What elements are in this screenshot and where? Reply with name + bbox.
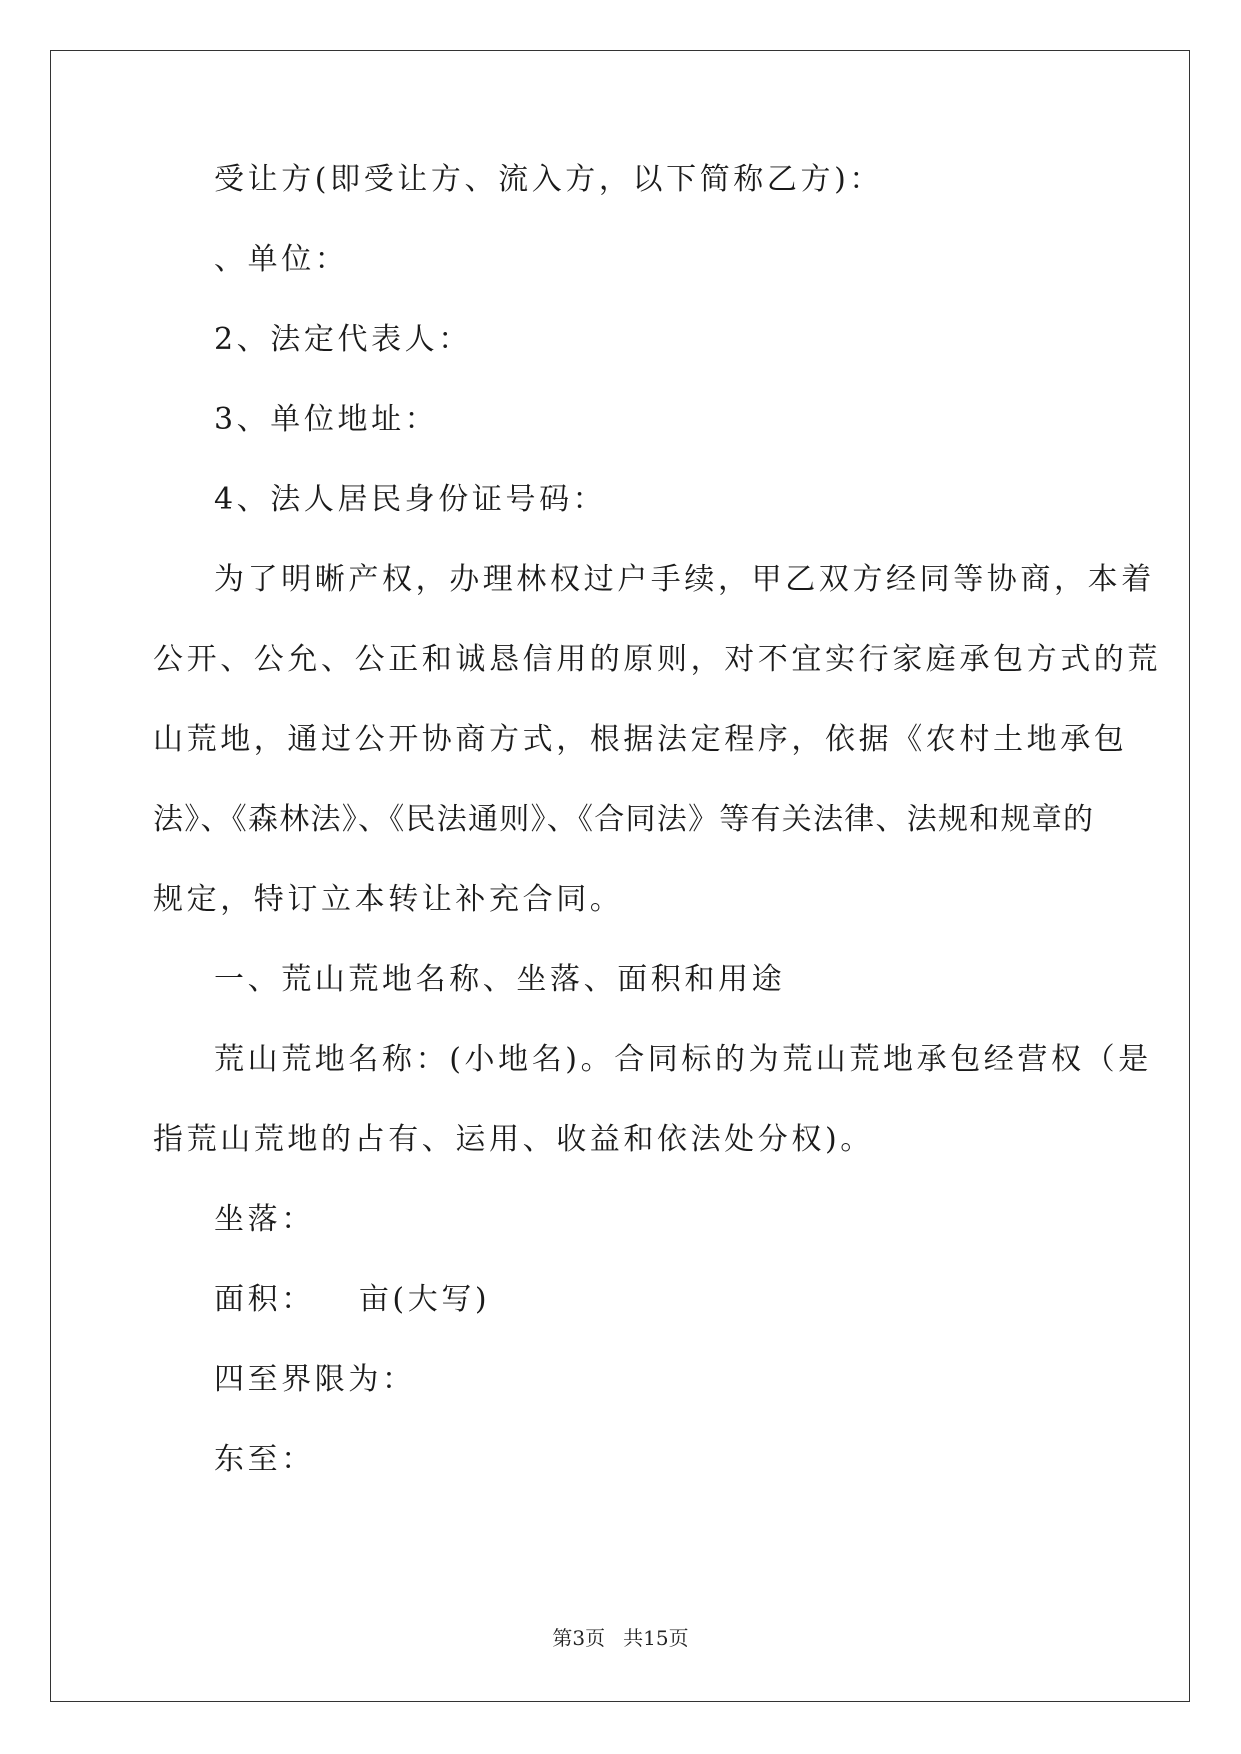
paragraph-line: 山荒地，通过公开协商方式，根据法定程序，依据《农村土地承包	[153, 722, 1128, 757]
id-number-field: 4、法人居民身份证号码：	[214, 482, 607, 517]
area-unit: 亩(大写)	[358, 1282, 491, 1317]
paragraph-line: 公开、公允、公正和诚恳信用的原则，对不宜实行家庭承包方式的荒	[153, 642, 1161, 677]
unit-field: 、单位：	[214, 242, 349, 277]
paragraph-line: 荒山荒地名称：(小地名)。合同标的为荒山荒地承包经营权（是	[214, 1042, 1152, 1077]
page-number: 第3页	[552, 1626, 606, 1650]
unit-address-field: 3、单位地址：	[214, 402, 439, 437]
paragraph-line: 法》、《森林法》、《民法通则》、《合同法》等有关法律、法规和规章的	[153, 802, 1093, 837]
section-heading: 一、荒山荒地名称、坐落、面积和用途	[214, 962, 786, 997]
area-field	[214, 1280, 490, 1320]
paragraph-line: 规定，特订立本转让补充合同。	[153, 882, 624, 917]
boundary-field: 四至界限为：	[214, 1362, 416, 1397]
page-footer	[0, 1626, 1241, 1650]
area-label: 面积：	[214, 1282, 315, 1317]
east-boundary-field: 东至：	[214, 1442, 315, 1477]
location-field: 坐落：	[214, 1202, 315, 1237]
paragraph-line: 指荒山荒地的占有、运用、收益和依法处分权)。	[153, 1122, 874, 1157]
legal-representative-field: 2、法定代表人：	[214, 322, 472, 357]
transferee-heading: 受让方(即受让方、流入方，以下简称乙方)：	[214, 162, 884, 197]
paragraph-line: 为了明晰产权，办理林权过户手续，甲乙双方经同等协商，本着	[214, 562, 1155, 597]
total-pages: 共15页	[623, 1626, 689, 1650]
